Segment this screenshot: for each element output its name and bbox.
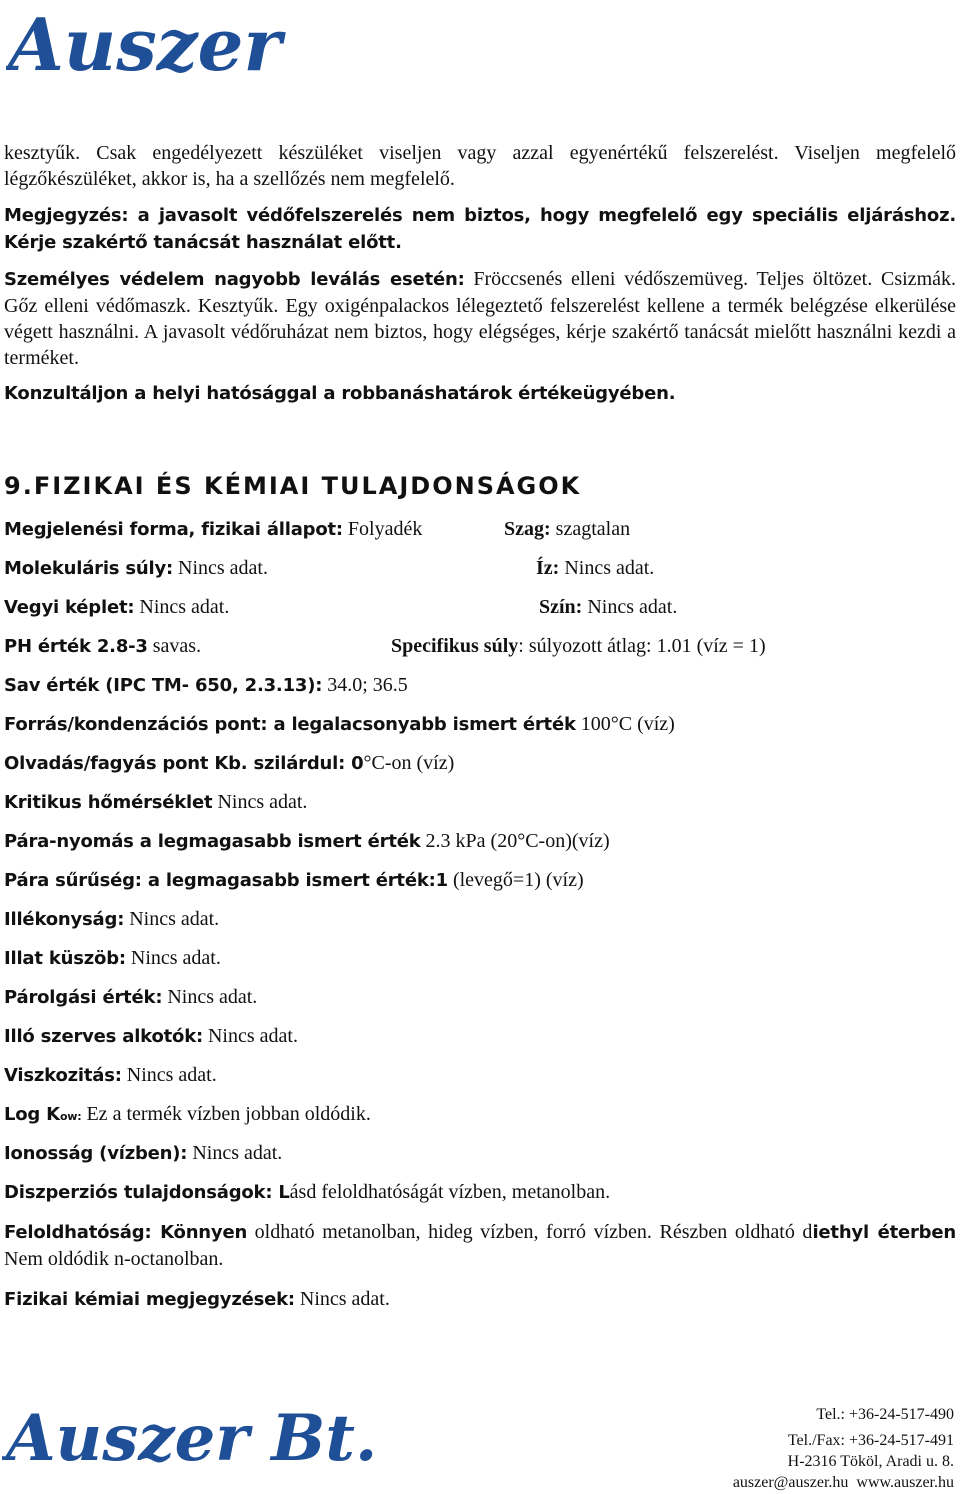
property-value: Nincs adat.	[139, 596, 230, 618]
property-value: Nincs adat.	[178, 557, 268, 579]
property-value: ásd feloldhatóságát vízben, metanolban.	[289, 1181, 611, 1203]
footer-tel: Tel.: +36-24-517-490	[816, 1406, 954, 1423]
property-label: Pára sűrűség: a legmagasabb ismert érték:1	[4, 870, 448, 891]
property-row	[4, 789, 307, 816]
property-value: 34.0; 36.5	[327, 674, 408, 696]
property-row	[4, 633, 201, 660]
intro-section	[4, 140, 956, 407]
property-row	[4, 516, 422, 543]
property-label: Pára-nyomás a legmagasabb ismert érték	[4, 831, 421, 852]
property-value: Nincs adat.	[167, 986, 258, 1008]
property-label: Illat küszöb:	[4, 948, 126, 969]
property-label: Forrás/kondenzációs pont: a legalacsonyabb ismert érték	[4, 714, 576, 735]
property-row	[4, 1140, 282, 1167]
solubility-text	[4, 1219, 956, 1272]
property-row	[4, 1023, 298, 1050]
right-property	[539, 594, 677, 620]
property-row	[4, 945, 221, 972]
property-label: Íz:	[536, 557, 560, 579]
property-value: Ez a termék vízben jobban oldódik.	[86, 1103, 371, 1125]
property-row	[4, 555, 268, 582]
property-label: Szag:	[504, 518, 551, 540]
property-row	[4, 750, 454, 777]
property-value: °C-on (víz)	[363, 752, 455, 774]
property-label: Vegyi képlet:	[4, 597, 135, 618]
property-row	[4, 672, 408, 699]
property-value: Nincs adat.	[126, 1064, 217, 1086]
property-value: Nincs adat.	[217, 791, 308, 813]
footer-contact	[733, 1472, 954, 1494]
solubility-label: Feloldhatóság: Könnyen	[4, 1222, 248, 1243]
property-label: Molekuláris súly:	[4, 558, 174, 579]
property-label: Illékonyság:	[4, 909, 125, 930]
property-label: Diszperziós tulajdonságok: L	[4, 1182, 290, 1203]
solubility-text-1: oldható metanolban, hideg vízben, forró vízben. Részben oldható d	[254, 1221, 813, 1243]
header-logo	[6, 0, 326, 84]
solubility-paragraph	[4, 1219, 956, 1272]
property-label: Illó szerves alkotók:	[4, 1026, 203, 1047]
note-paragraph: Megjegyzés: a javasolt védőfelszerelés nem biztos, hogy megfelelő egy speciális eljáráshoz. Kérje szakértő tanácsát használat előtt.	[4, 205, 956, 253]
property-label: Specifikus súly	[391, 635, 519, 657]
property-label: Kritikus hőmérséklet	[4, 792, 213, 813]
property-row	[4, 828, 610, 855]
consult-paragraph: Konzultáljon a helyi hatósággal a robbanáshatárok értékeügyében.	[4, 383, 676, 404]
property-label: PH érték 2.8-3	[4, 636, 148, 657]
right-property	[391, 633, 766, 659]
property-row	[4, 867, 584, 894]
property-label: Olvadás/fagyás pont Kb. szilárdul: 0	[4, 753, 364, 774]
footer-web[interactable]: www.auszer.hu	[856, 1474, 954, 1491]
property-value: Folyadék	[347, 518, 423, 540]
property-value: Nincs adat.	[130, 947, 221, 969]
property-row	[4, 711, 675, 738]
property-label: Párolgási érték:	[4, 987, 163, 1008]
solubility-text-2: Nem oldódik n-octanolban.	[4, 1248, 224, 1270]
header-logo-text: Auszer	[8, 2, 282, 84]
property-value: Nincs adat.	[299, 1288, 390, 1310]
footer-address: H-2316 Tököl, Aradi u. 8.	[787, 1453, 954, 1470]
property-row	[4, 1101, 371, 1130]
property-row	[4, 594, 229, 621]
footer-telfax: Tel./Fax: +36-24-517-491	[787, 1432, 954, 1449]
property-label: Sav érték (IPC TM- 650, 2.3.13):	[4, 675, 323, 696]
property-label: Viszkozitás:	[4, 1065, 122, 1086]
footer-email[interactable]: auszer@auszer.hu	[732, 1474, 849, 1491]
personal-protection-text: Fröccsenés elleni védőszemüveg. Teljes öltözet. Csizmák. Gőz elleni védőmaszk. Kesztyűk. Egy oxigénpalackos lélegeztető felszerelést kellene a termék belégzése elkerülése végett használni. A javasolt védőruházat nem biztos, hogy elégséges, kérje szakértő tanácsát mielőtt használni kezdi a terméket.	[4, 268, 956, 369]
property-label: Ionosság (vízben):	[4, 1143, 188, 1164]
property-row	[4, 1179, 610, 1206]
property-label: Log K	[4, 1104, 60, 1125]
property-row	[4, 984, 257, 1011]
property-value: 100°C (víz)	[580, 713, 675, 735]
property-value: Nincs adat.	[192, 1142, 283, 1164]
solubility-label-2: iethyl éterben	[812, 1222, 956, 1243]
property-row	[4, 906, 219, 933]
property-value: Nincs adat.	[129, 908, 220, 930]
property-row	[4, 1286, 390, 1313]
property-value: 2.3 kPa (20°C-on)(víz)	[425, 830, 610, 852]
property-value: Nincs adat.	[587, 596, 678, 618]
intro-paragraph: kesztyűk. Csak engedélyezett készüléket viseljen vagy azzal egyenértékű felszerelést. Viseljen megfelelő légzőkészüléket, akkor is, ha a szellőzés nem megfelelő.	[4, 142, 956, 190]
property-value: savas.	[152, 635, 202, 657]
property-label-subscript: ow:	[59, 1110, 82, 1123]
property-row	[4, 1062, 217, 1089]
property-label: Szín:	[539, 596, 583, 618]
footer-logo-text: Auszer Bt.	[6, 1401, 378, 1476]
property-label: Megjelenési forma, fizikai állapot:	[4, 519, 343, 540]
property-value: : súlyozott átlag: 1.01 (víz = 1)	[518, 635, 766, 657]
property-value: Nincs adat.	[207, 1025, 298, 1047]
right-property	[536, 555, 654, 581]
right-property	[504, 516, 630, 542]
property-value: (levegő=1) (víz)	[452, 869, 584, 891]
property-label: Fizikai kémiai megjegyzések:	[4, 1289, 295, 1310]
footer-logo	[2, 1396, 482, 1476]
section-title: 9.FIZIKAI ÉS KÉMIAI TULAJDONSÁGOK	[4, 472, 582, 500]
property-value: Nincs adat.	[564, 557, 655, 579]
personal-protection-label: Személyes védelem nagyobb leválás esetén:	[4, 269, 465, 290]
personal-protection-paragraph	[4, 266, 956, 371]
property-value: szagtalan	[555, 518, 631, 540]
